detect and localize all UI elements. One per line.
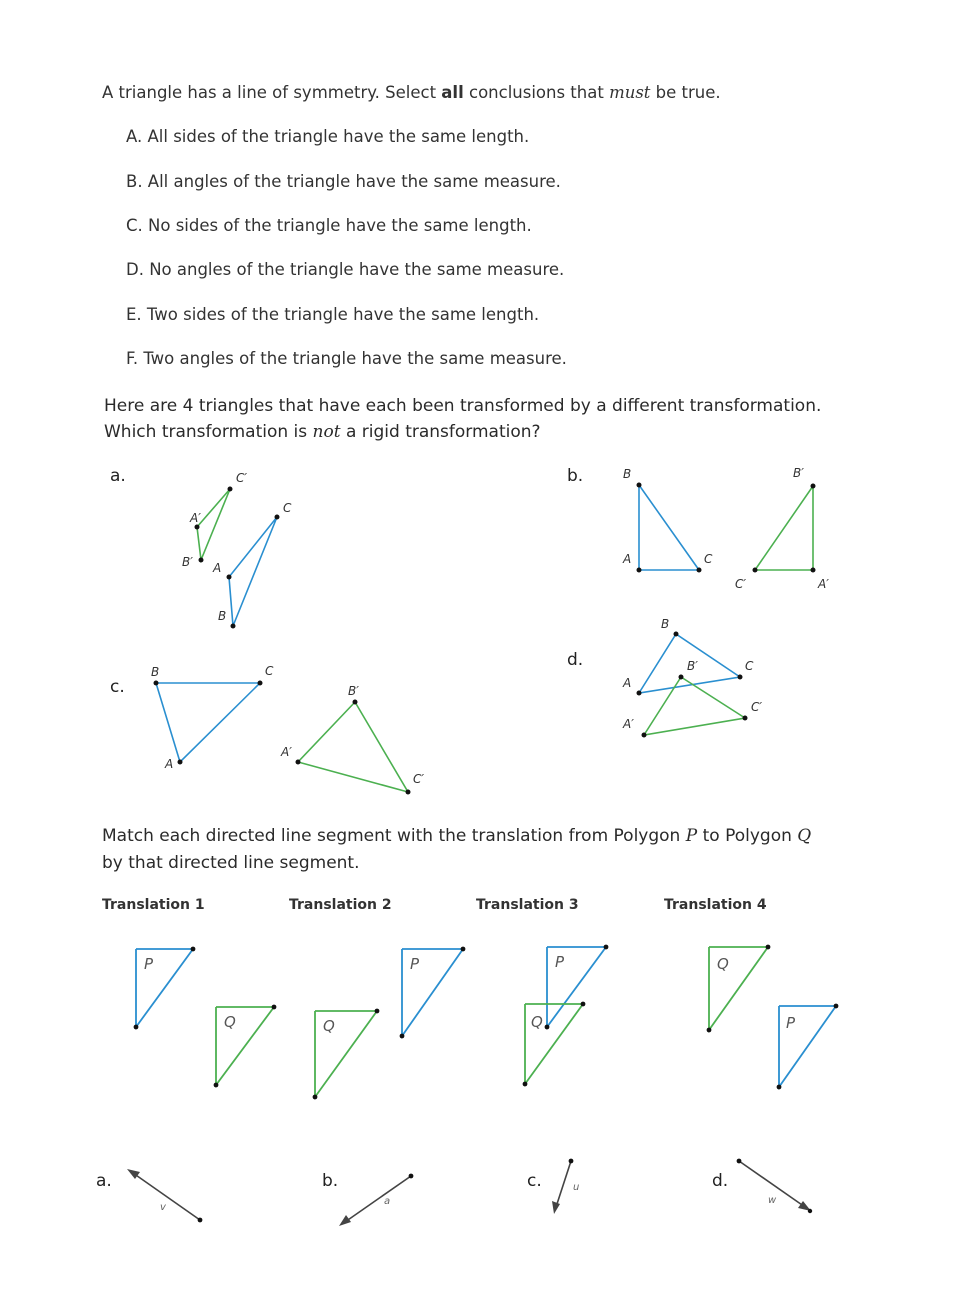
vertex-point bbox=[154, 681, 159, 686]
segment-name-a: a bbox=[384, 1196, 391, 1207]
polygon-label-p: P bbox=[144, 955, 154, 973]
option-a[interactable]: A. All sides of the triangle have the same length. bbox=[126, 127, 530, 146]
vertex-point bbox=[679, 675, 684, 680]
vertex-label: B′ bbox=[182, 555, 193, 569]
vertex-label: C bbox=[283, 501, 292, 515]
vertex-point bbox=[743, 716, 748, 721]
vertex-label: B bbox=[151, 665, 160, 679]
vertex-point bbox=[637, 483, 642, 488]
vertex-label: A′ bbox=[190, 511, 201, 525]
vertex-label: B bbox=[623, 467, 632, 481]
translation-2-figure bbox=[313, 947, 466, 1100]
triangle-a-image bbox=[197, 489, 230, 560]
triangle-b-image bbox=[755, 486, 813, 570]
vertex-label: C′ bbox=[751, 700, 763, 714]
figure-a bbox=[182, 471, 292, 629]
polygon-label-p: P bbox=[555, 953, 565, 971]
vertex-point bbox=[697, 568, 702, 573]
translation-1-heading: Translation 1 bbox=[102, 897, 205, 913]
option-f[interactable]: F. Two angles of the triangle have the same measure. bbox=[126, 349, 567, 368]
segment-v bbox=[127, 1169, 202, 1222]
triangle-d-image bbox=[644, 677, 745, 735]
vertex-label: C′ bbox=[413, 772, 425, 786]
vertex-label: C bbox=[704, 552, 713, 566]
vertex-point bbox=[227, 575, 232, 580]
segment-w bbox=[737, 1159, 813, 1214]
question-2-prompt: Here are 4 triangles that have each been transformed by a different transformation. Which transformation is not a rigid transformation? bbox=[104, 396, 822, 442]
arrow-head bbox=[339, 1215, 351, 1226]
vertex-label: A bbox=[165, 757, 174, 771]
translation-3-figure bbox=[523, 945, 609, 1087]
option-b[interactable]: B. All angles of the triangle have the same measure. bbox=[126, 172, 561, 191]
vertex-point bbox=[674, 632, 679, 637]
vertex-point bbox=[353, 700, 358, 705]
polygon-label-q: Q bbox=[531, 1013, 543, 1031]
triangle-b-original bbox=[639, 485, 699, 570]
triangle-c-original bbox=[156, 683, 260, 762]
vertex-label: A bbox=[213, 561, 222, 575]
segment-label-a[interactable]: a. bbox=[96, 1171, 112, 1191]
polygon-label-p: P bbox=[410, 955, 420, 973]
polygon-label-q: Q bbox=[323, 1017, 335, 1035]
segment-name-w: w bbox=[768, 1195, 777, 1206]
polygon-label-q: Q bbox=[717, 955, 729, 973]
option-label-c[interactable]: c. bbox=[110, 677, 125, 697]
vertex-label: C bbox=[265, 664, 274, 678]
vertex-label: C′ bbox=[236, 471, 248, 485]
option-c[interactable]: C. No sides of the triangle have the same length. bbox=[126, 216, 532, 235]
vertex-point bbox=[195, 525, 200, 530]
vertex-label: A bbox=[623, 676, 632, 690]
segment-label-d[interactable]: d. bbox=[712, 1171, 729, 1191]
vertex-label: B bbox=[661, 617, 670, 631]
vertex-point bbox=[637, 691, 642, 696]
vertex-label: C bbox=[745, 659, 754, 673]
vertex-label: A′ bbox=[818, 577, 829, 591]
segment-u bbox=[552, 1159, 579, 1214]
translation-4-heading: Translation 4 bbox=[664, 897, 767, 913]
vertex-point bbox=[642, 733, 647, 738]
vertex-point bbox=[228, 487, 233, 492]
vertex-label: B′ bbox=[687, 659, 698, 673]
vertex-label: B′ bbox=[793, 466, 804, 480]
vertex-point bbox=[738, 675, 743, 680]
question-3-prompt: Match each directed line segment with the translation from Polygon P to Polygon Q by that directed line segment. bbox=[102, 826, 812, 873]
vertex-point bbox=[811, 484, 816, 489]
option-label-d[interactable]: d. bbox=[567, 650, 584, 670]
segment-label-c[interactable]: c. bbox=[527, 1171, 542, 1191]
vertex-point bbox=[406, 790, 411, 795]
figure-c bbox=[151, 664, 424, 795]
translation-3-heading: Translation 3 bbox=[476, 897, 579, 913]
vertex-label: A′ bbox=[623, 717, 634, 731]
option-d[interactable]: D. No angles of the triangle have the same measure. bbox=[126, 260, 565, 279]
figure-b bbox=[622, 466, 829, 591]
triangle-c-image bbox=[298, 702, 408, 792]
vertex-point bbox=[811, 568, 816, 573]
vertex-point bbox=[753, 568, 758, 573]
vertex-point bbox=[178, 760, 183, 765]
vertex-label: C′ bbox=[735, 577, 747, 591]
vertex-point bbox=[231, 624, 236, 629]
polygon-label-q: Q bbox=[224, 1013, 236, 1031]
segment-a bbox=[339, 1174, 413, 1226]
option-label-b[interactable]: b. bbox=[567, 466, 584, 486]
figure-d bbox=[622, 617, 762, 738]
option-label-a[interactable]: a. bbox=[110, 466, 126, 486]
vertex-label: A bbox=[623, 552, 632, 566]
vertex-point bbox=[275, 515, 280, 520]
segment-name-u: u bbox=[573, 1182, 580, 1193]
vertex-point bbox=[199, 558, 204, 563]
segment-label-b[interactable]: b. bbox=[322, 1171, 339, 1191]
triangle-a-original bbox=[229, 517, 277, 626]
vertex-point bbox=[258, 681, 263, 686]
arrow-head bbox=[552, 1201, 560, 1214]
vertex-label: B′ bbox=[348, 684, 359, 698]
vertex-point bbox=[637, 568, 642, 573]
segment-name-v: v bbox=[160, 1202, 166, 1213]
vertex-label: A′ bbox=[281, 745, 292, 759]
vertex-point bbox=[296, 760, 301, 765]
vertex-label: B bbox=[218, 609, 227, 623]
translation-1-figure bbox=[134, 947, 277, 1088]
translation-4-figure bbox=[707, 945, 839, 1090]
translation-2-heading: Translation 2 bbox=[289, 897, 392, 913]
option-e[interactable]: E. Two sides of the triangle have the same length. bbox=[126, 305, 540, 324]
question-1-prompt: A triangle has a line of symmetry. Select all conclusions that must be true. bbox=[102, 83, 721, 102]
polygon-label-p: P bbox=[786, 1014, 796, 1032]
